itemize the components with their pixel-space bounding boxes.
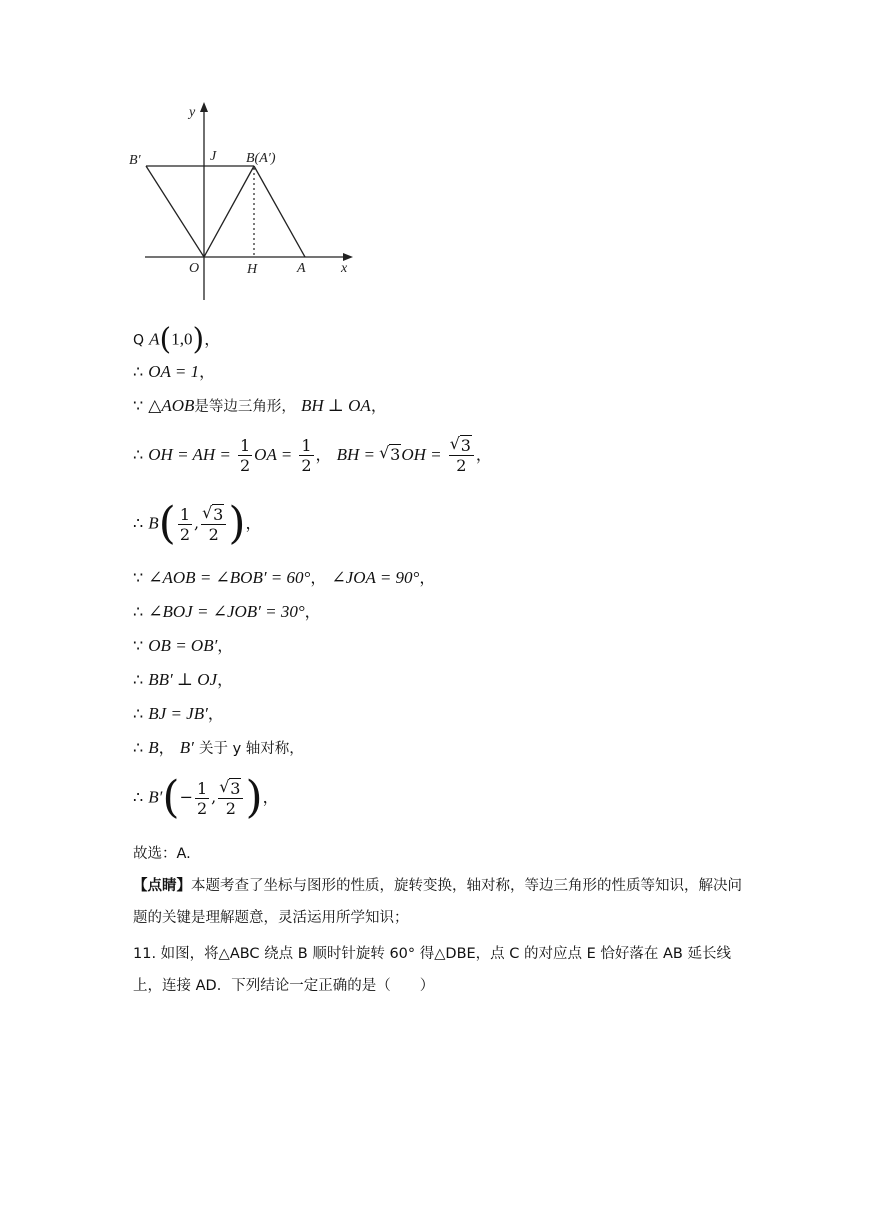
point-a: A	[149, 329, 160, 349]
fraction-half: $\frac{1}{2}$	[196, 778, 208, 818]
fraction-half: $\frac{1}{2}$	[301, 436, 312, 475]
triangle-aob: △AOB	[148, 396, 195, 415]
line-end: ，	[217, 636, 234, 655]
therefore-symbol: ∴	[133, 670, 144, 689]
line-end: ，	[262, 787, 279, 807]
y-axis-arrow	[200, 102, 208, 112]
label-j: J	[210, 149, 217, 164]
comment-tag: 【点睛】	[133, 878, 191, 894]
line-end: ，	[199, 362, 216, 381]
line-1: Q A(1,0)，	[133, 322, 221, 357]
line-2	[133, 360, 215, 384]
line-3	[133, 394, 387, 419]
therefore-symbol: ∴	[133, 602, 144, 621]
line-end: ，	[217, 670, 234, 689]
equation-part: OA =	[254, 445, 293, 464]
equation-part: ∠AOB = ∠BOB′ = 60°	[148, 568, 311, 587]
answer-line	[133, 838, 743, 870]
line-end: ，	[419, 568, 436, 587]
segment-o-b	[204, 166, 254, 257]
line-7	[133, 600, 321, 624]
separator: ，	[158, 738, 175, 757]
equation-part: OH =	[401, 445, 442, 464]
label-b-a-prime: B(A′)	[246, 151, 276, 166]
because-symbol: ∵	[133, 396, 144, 415]
fraction-sqrt3-over-2: √ $\frac{3}{2}$	[449, 436, 474, 475]
label-x: x	[341, 261, 348, 276]
equation-part: BH =	[336, 445, 376, 464]
line-end: ，	[245, 513, 262, 533]
question-11	[133, 938, 743, 1002]
point-b: B	[148, 738, 159, 757]
equation: BB′ ⊥ OJ	[148, 670, 218, 689]
label-a: A	[297, 261, 306, 276]
text: 关于 y 轴对称，	[198, 741, 304, 757]
segment-b-prime-o	[146, 166, 204, 257]
line-5: ∴ B( $\frac{1}{2}$ , √ $\frac{3}{2}$ )，	[133, 502, 262, 546]
x-axis-arrow	[343, 253, 353, 261]
fraction-half: $\frac{1}{2}$	[179, 504, 191, 544]
comment-paragraph	[133, 870, 743, 934]
label-b-prime: B′	[129, 153, 141, 168]
comma: ,	[211, 787, 217, 807]
text: 是等边三角形，	[194, 399, 296, 415]
answer-text: 故选：A.	[133, 846, 191, 862]
separator: ，	[315, 445, 332, 464]
fraction-sqrt3-over-2: √ $\frac{3}{2}$	[201, 505, 226, 544]
sqrt-3: √ 3	[380, 443, 401, 467]
therefore-symbol: ∴	[133, 787, 144, 807]
line-end: ，	[370, 396, 387, 415]
line-end: ，	[475, 445, 492, 464]
comment-text: 本题考查了坐标与图形的性质，旋转变换，轴对称，等边三角形的性质等知识，解决问题的关键是理解题意，灵活运用所学知识；	[133, 878, 742, 926]
line-9	[133, 668, 233, 692]
segment-b-a	[254, 166, 305, 257]
fraction-sqrt3-over-2: √ $\frac{3}{2}$	[218, 779, 243, 818]
therefore-symbol: ∴	[133, 445, 144, 464]
equation: BH ⊥ OA	[301, 396, 371, 415]
line-end: ，	[204, 329, 221, 349]
minus-sign: −	[179, 787, 193, 807]
because-symbol: ∵	[133, 568, 144, 587]
therefore-symbol: ∴	[133, 738, 144, 757]
line-8	[133, 634, 233, 658]
point-b: B	[148, 513, 159, 533]
question-text: 11. 如图，将△ABC 绕点 B 顺时针旋转 60° 得△DBE，点 C 的对应点 E 恰好落在 AB 延长线上，连接 AD．下列结论一定正确的是（ ）	[133, 946, 731, 994]
equation: OA = 1	[148, 362, 200, 381]
label-h: H	[247, 262, 258, 277]
fraction-half: $\frac{1}{2}$	[239, 436, 251, 475]
coord-a: 1,0	[171, 329, 193, 349]
comma: ,	[194, 513, 200, 533]
line-12: ∴ B′(− $\frac{1}{2}$ , √ $\frac{3}{2}$ )，	[133, 776, 279, 820]
point-b-prime: B′	[148, 787, 163, 807]
label-y: y	[189, 105, 196, 120]
line-end: ，	[304, 602, 321, 621]
because-symbol: ∵	[133, 636, 144, 655]
equation: OB = OB′	[148, 636, 218, 655]
equation: ∠BOJ = ∠JOB′ = 30°	[148, 602, 305, 621]
equation-part: ∠JOA = 90°	[331, 568, 420, 587]
line-10	[133, 702, 224, 726]
line-end: ，	[207, 704, 224, 723]
label-o: O	[189, 261, 200, 276]
equation-part: OH = AH =	[148, 445, 231, 464]
therefore-symbol: ∴	[133, 704, 144, 723]
point-b-prime: B′	[179, 738, 194, 757]
coordinate-figure	[125, 100, 365, 310]
therefore-symbol: ∴	[133, 513, 144, 533]
q-glyph: Q	[133, 332, 145, 349]
line-4	[133, 436, 492, 475]
line-11	[133, 736, 304, 761]
therefore-symbol: ∴	[133, 362, 144, 381]
equation: BJ = JB′	[148, 704, 208, 723]
separator: ，	[310, 568, 327, 587]
line-6	[133, 566, 435, 590]
